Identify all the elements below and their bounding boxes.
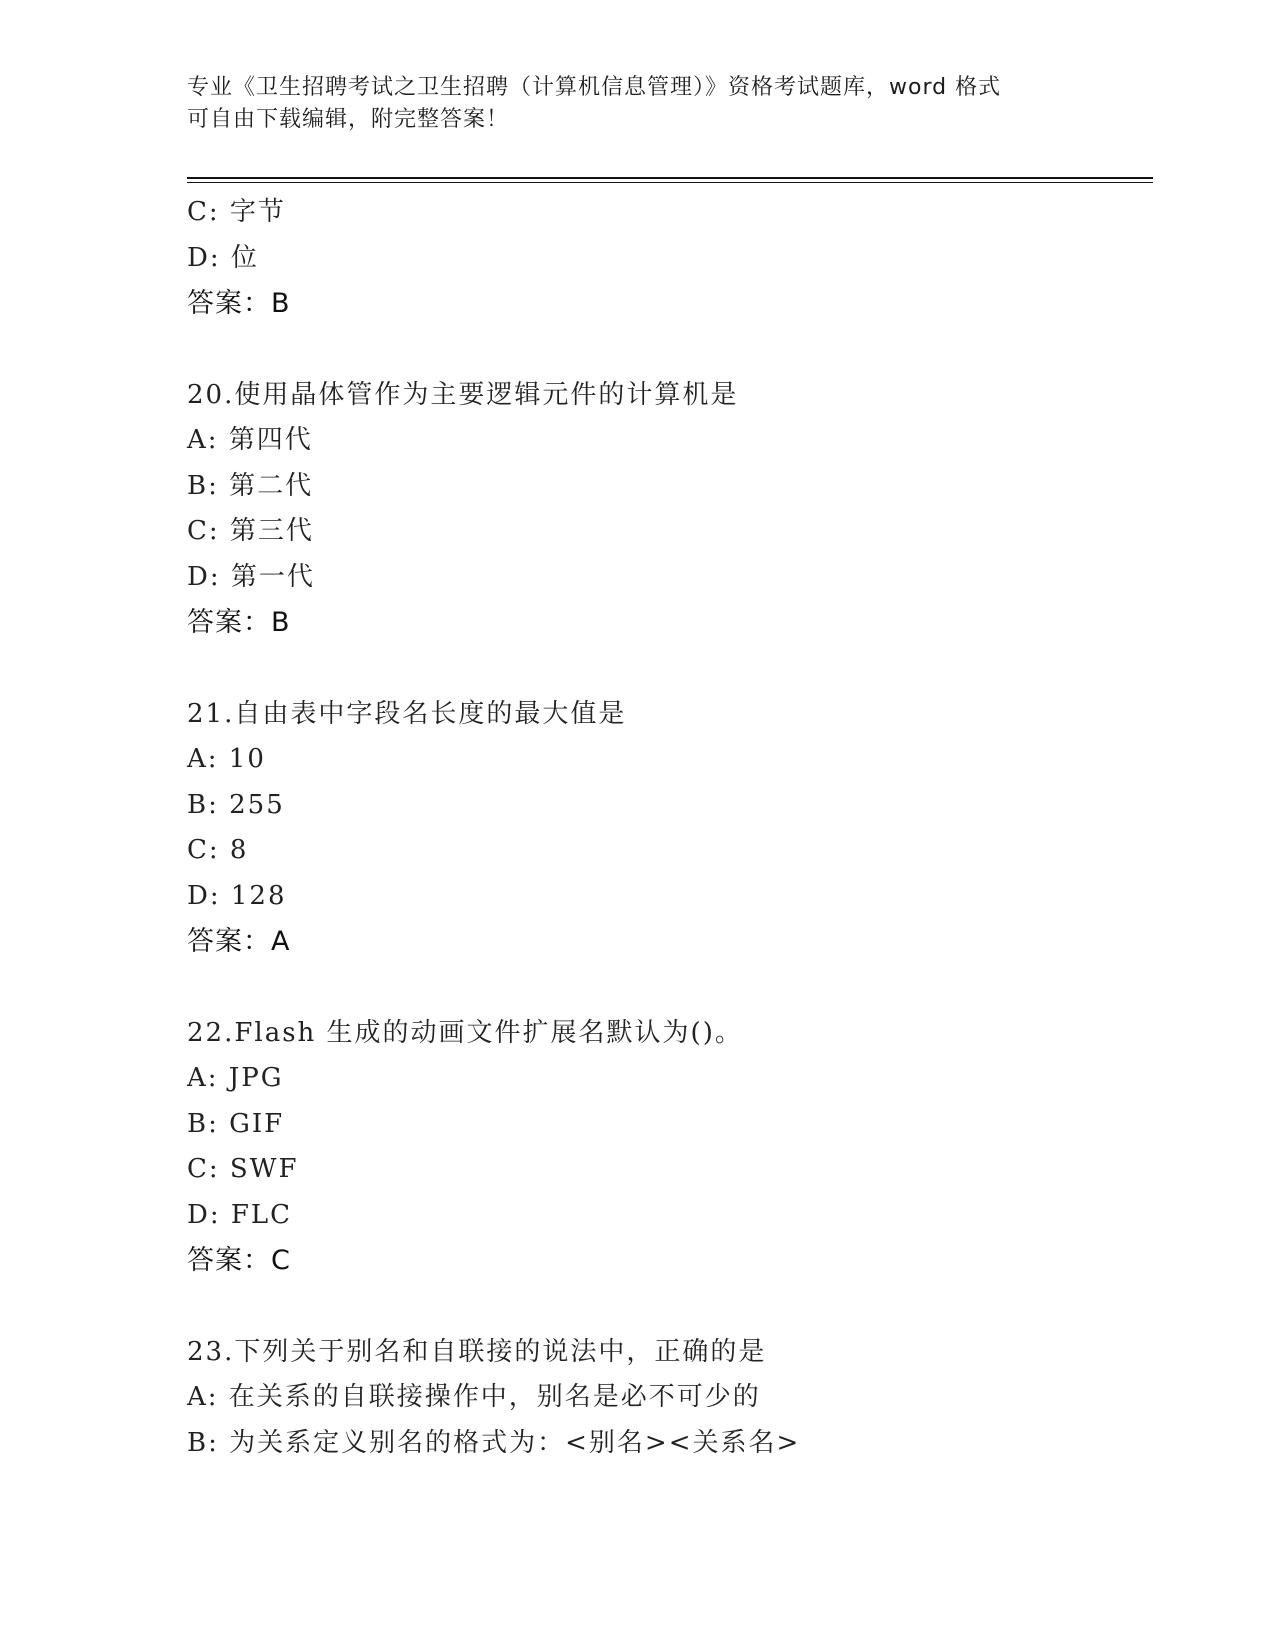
option-c: C: 8 (187, 835, 249, 865)
option-a: A: 第四代 (187, 425, 313, 455)
option-b: B: 255 (187, 789, 285, 820)
option-b: B: GIF (187, 1108, 285, 1139)
question-block (187, 1330, 1153, 1467)
option-b: B: 为关系定义别名的格式为：<别名><关系名> (187, 1427, 801, 1458)
option-a: A: 10 (187, 744, 266, 774)
question-title: 21.自由表中字段名长度的最大值是 (187, 698, 627, 729)
option-a: A: JPG (187, 1063, 284, 1093)
header-line-2: 可自由下载编辑，附完整答案！ (187, 107, 510, 132)
option-b: B: 第二代 (187, 470, 314, 501)
question-block (187, 1011, 1153, 1284)
question-title: 20.使用晶体管作为主要逻辑元件的计算机是 (187, 379, 739, 410)
header-divider-thick (187, 177, 1153, 179)
option-c: C: 字节 (187, 197, 286, 227)
answer-text: 答案：B (187, 288, 291, 319)
option-c: C: 第三代 (187, 516, 314, 546)
answer-text: 答案：A (187, 926, 291, 957)
question-block (187, 692, 1153, 965)
option-d: D: FLC (187, 1199, 293, 1230)
question-block (187, 373, 1153, 646)
document-header (187, 72, 1087, 136)
answer-text: 答案：B (187, 607, 291, 638)
option-d: D: 128 (187, 880, 287, 911)
option-d: D: 第一代 (187, 561, 315, 592)
header-divider-thin (187, 182, 1153, 183)
answer-text: 答案：C (187, 1245, 291, 1276)
question-block (187, 190, 1153, 327)
question-list (187, 190, 1153, 1466)
header-line-1: 专业《卫生招聘考试之卫生招聘（计算机信息管理）》资格考试题库，word 格式 (187, 75, 1002, 100)
option-d: D: 位 (187, 242, 259, 273)
question-title: 23.下列关于别名和自联接的说法中，正确的是 (187, 1336, 767, 1367)
option-c: C: SWF (187, 1154, 299, 1184)
question-title: 22.Flash 生成的动画文件扩展名默认为()。 (187, 1017, 743, 1048)
option-a: A: 在关系的自联接操作中，别名是必不可少的 (187, 1382, 761, 1412)
